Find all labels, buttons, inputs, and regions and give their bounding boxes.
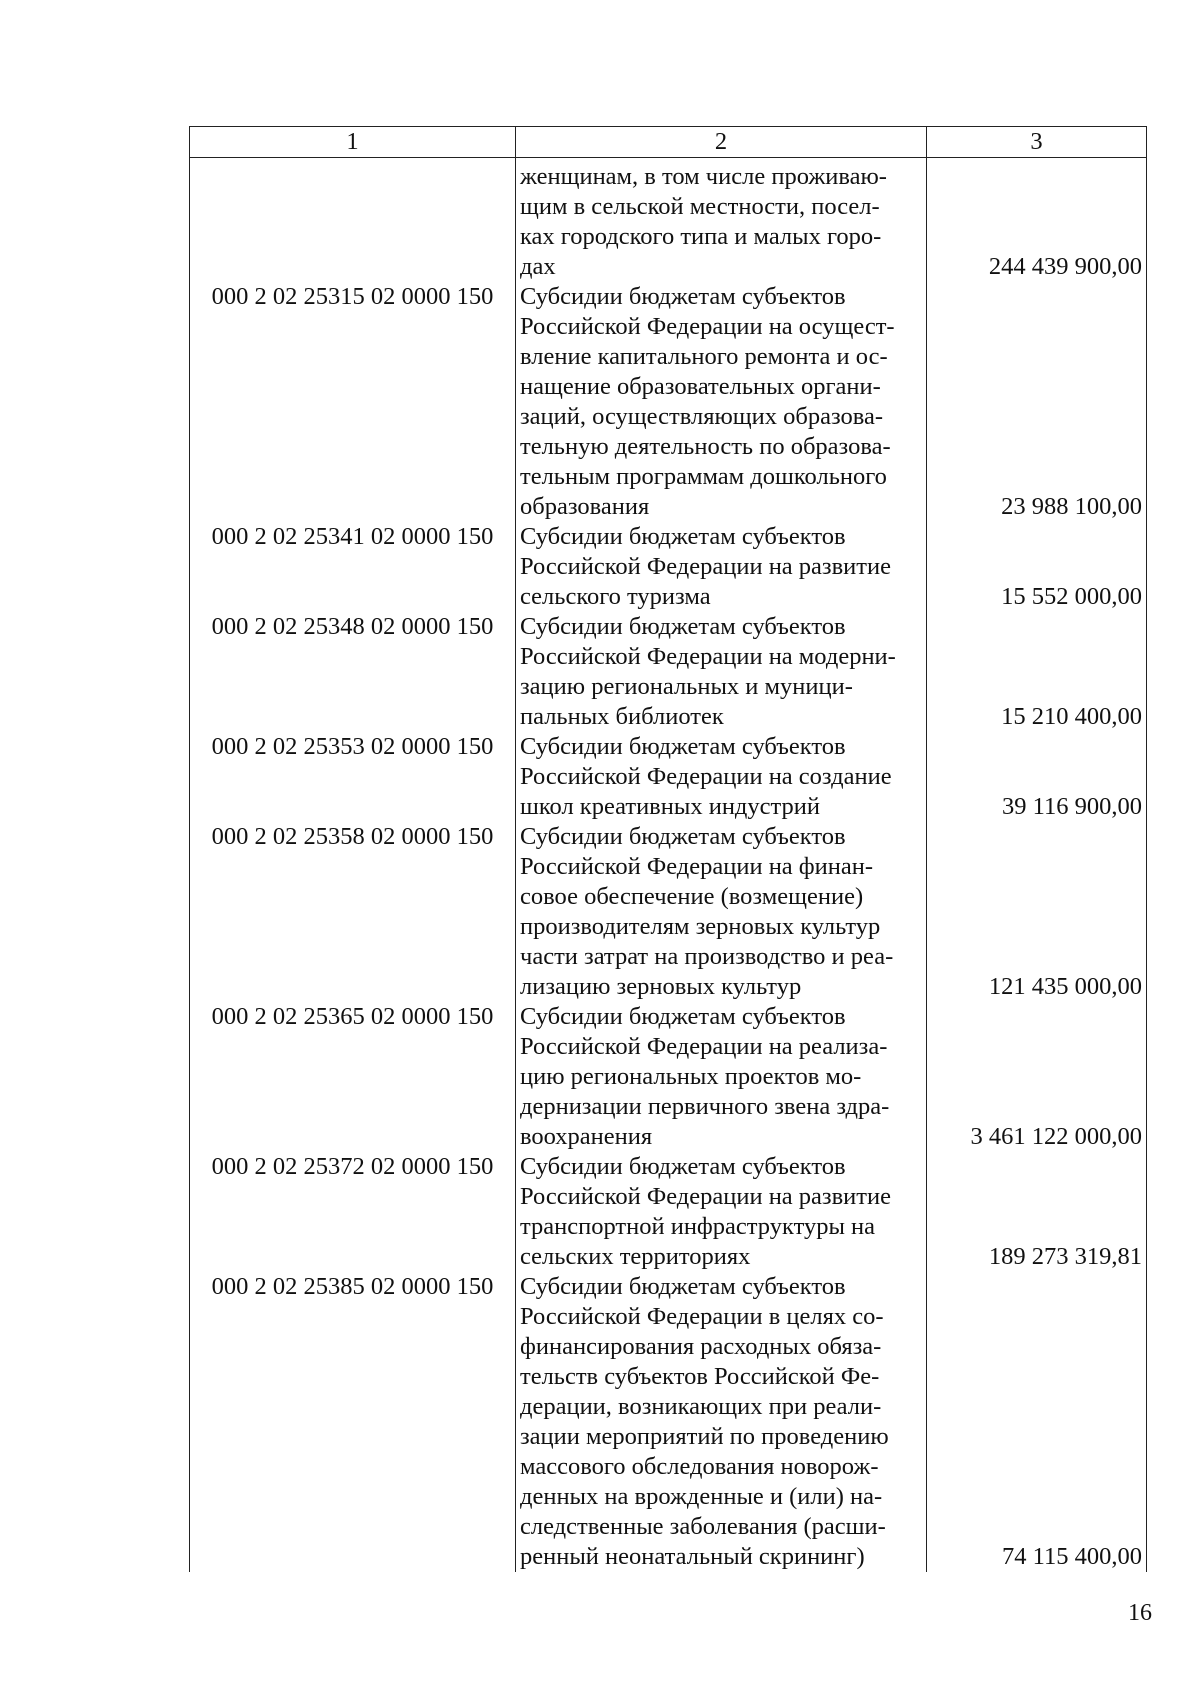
row-amount: 244 439 900,00 [927, 158, 1147, 283]
table-row [190, 1002, 1147, 1152]
budget-table [189, 126, 1147, 1572]
table-row [190, 1152, 1147, 1272]
row-code: 000 2 02 25341 02 0000 150 [190, 522, 516, 612]
row-description-cell [516, 282, 927, 522]
row-description: Субсидии бюджетам субъектов Российской Федерации в целях со- финансирования расходных обяза- тельств субъектов Российской Фе- дерации, возникающих при реали- зации мероприятий по проведению массового обследования новорож- денных на врожденные и (или) на- следственные заболевания (расши- ренный неонатальный скрининг) [520, 1273, 889, 1570]
row-amount: 3 461 122 000,00 [927, 1002, 1147, 1152]
row-description: Субсидии бюджетам субъектов Российской Федерации на развитие сельского туризма [520, 523, 891, 610]
row-description: Субсидии бюджетам субъектов Российской Федерации на создание школ креативных индустрий [520, 733, 892, 820]
row-amount: 189 273 319,81 [927, 1152, 1147, 1272]
column-header-1: 1 [190, 127, 516, 158]
row-description: Субсидии бюджетам субъектов Российской Федерации на развитие транспортной инфраструктуры на сельских территориях [520, 1153, 891, 1270]
table-header-row [190, 127, 1147, 158]
row-code: 000 2 02 25385 02 0000 150 [190, 1272, 516, 1572]
row-amount: 121 435 000,00 [927, 822, 1147, 1002]
row-code [190, 158, 516, 283]
row-description: женщинам, в том числе проживаю- щим в сельской местности, посел- ках городского типа и малых горо- дах [520, 163, 887, 280]
row-code: 000 2 02 25348 02 0000 150 [190, 612, 516, 732]
row-code: 000 2 02 25358 02 0000 150 [190, 822, 516, 1002]
row-amount: 39 116 900,00 [927, 732, 1147, 822]
table-row [190, 822, 1147, 1002]
row-amount: 23 988 100,00 [927, 282, 1147, 522]
row-amount: 15 210 400,00 [927, 612, 1147, 732]
column-header-2: 2 [516, 127, 927, 158]
row-description: Субсидии бюджетам субъектов Российской Федерации на реализа- цию региональных проектов мо- дернизации первичного звена здра- воохранения [520, 1003, 890, 1150]
table-row [190, 732, 1147, 822]
row-description-cell [516, 158, 927, 283]
table-row [190, 158, 1147, 283]
table-row [190, 522, 1147, 612]
row-amount: 15 552 000,00 [927, 522, 1147, 612]
table-row [190, 612, 1147, 732]
row-description-cell [516, 522, 927, 612]
column-header-3: 3 [927, 127, 1147, 158]
row-code: 000 2 02 25372 02 0000 150 [190, 1152, 516, 1272]
row-code: 000 2 02 25353 02 0000 150 [190, 732, 516, 822]
row-description-cell [516, 732, 927, 822]
table-row [190, 1272, 1147, 1572]
row-description-cell [516, 1272, 927, 1572]
row-description: Субсидии бюджетам субъектов Российской Федерации на осущест- вление капитального ремонта и ос- нащение образовательных органи- заций, осуществляющих образова- тельную деятельность по образова- тельным программам дошкольного образования [520, 283, 895, 520]
row-description: Субсидии бюджетам субъектов Российской Федерации на модерни- зацию региональных и муници- пальных библиотек [520, 613, 896, 730]
row-description-cell [516, 822, 927, 1002]
row-description: Субсидии бюджетам субъектов Российской Федерации на финан- совое обеспечение (возмещение) производителям зерновых культур части затрат на производство и реа- лизацию зерновых культур [520, 823, 894, 1000]
page-number: 16 [1128, 1600, 1152, 1626]
table-row [190, 282, 1147, 522]
row-description-cell [516, 1002, 927, 1152]
row-description-cell [516, 612, 927, 732]
row-code: 000 2 02 25365 02 0000 150 [190, 1002, 516, 1152]
row-code: 000 2 02 25315 02 0000 150 [190, 282, 516, 522]
row-description-cell [516, 1152, 927, 1272]
row-amount: 74 115 400,00 [927, 1272, 1147, 1572]
